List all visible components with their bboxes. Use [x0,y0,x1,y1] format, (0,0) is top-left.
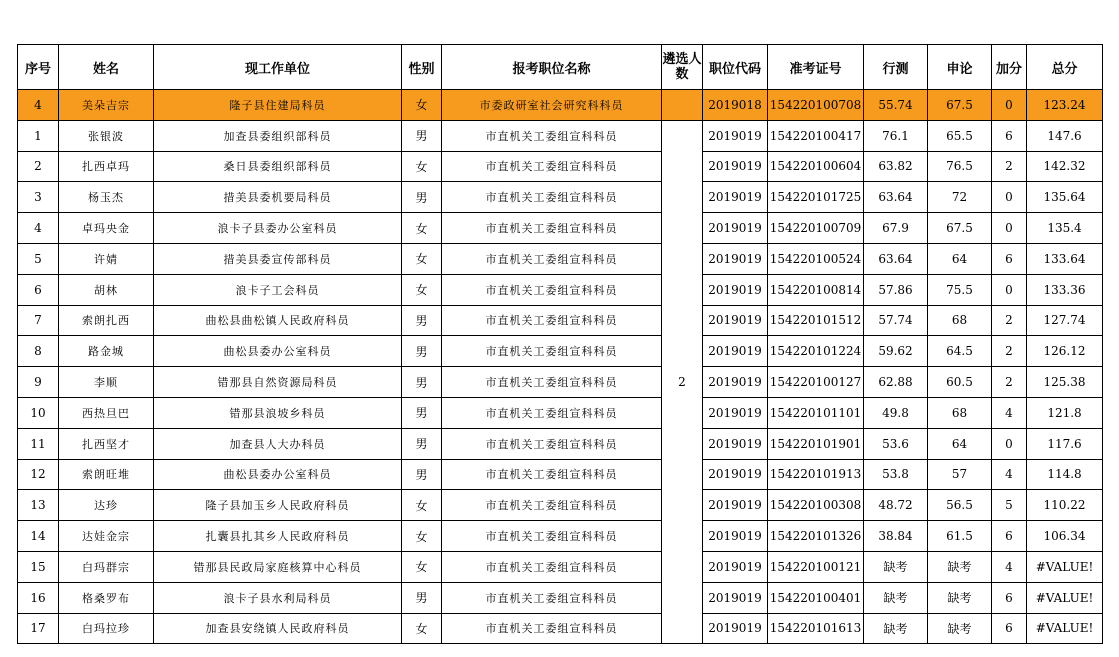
cell-total: 135.64 [1027,182,1103,213]
cell-no: 17 [18,613,59,644]
cell-no: 12 [18,459,59,490]
cell-total: 114.8 [1027,459,1103,490]
cell-no: 11 [18,428,59,459]
cell-sl: 56.5 [928,490,992,521]
cell-xc: 76.1 [864,120,928,151]
cell-quota [662,90,703,121]
header-sl: 申论 [928,45,992,90]
cell-total: 125.38 [1027,367,1103,398]
cell-code: 2019019 [703,243,768,274]
header-quota: 遴选人数 [662,45,703,90]
cell-code: 2019019 [703,459,768,490]
cell-bonus: 6 [992,120,1027,151]
cell-code: 2019019 [703,397,768,428]
table-row [18,582,1103,613]
cell-position: 市直机关工委组宣科科员 [442,551,662,582]
cell-sl: 75.5 [928,274,992,305]
cell-no: 4 [18,90,59,121]
cell-exam-id: 154220101512 [768,305,864,336]
cell-no: 9 [18,367,59,398]
table-row [18,151,1103,182]
cell-exam-id: 154220100814 [768,274,864,305]
header-row [18,45,1103,90]
table-row [18,428,1103,459]
cell-exam-id: 154220100417 [768,120,864,151]
cell-sl: 65.5 [928,120,992,151]
cell-code: 2019018 [703,90,768,121]
cell-position: 市直机关工委组宣科科员 [442,397,662,428]
cell-gender: 女 [402,213,442,244]
cell-gender: 女 [402,490,442,521]
cell-gender: 女 [402,151,442,182]
cell-bonus: 6 [992,521,1027,552]
table-row [18,182,1103,213]
cell-name: 扎西坚才 [59,428,154,459]
cell-total: 133.36 [1027,274,1103,305]
cell-xc: 63.64 [864,182,928,213]
cell-exam-id: 154220100401 [768,582,864,613]
cell-exam-id: 154220101901 [768,428,864,459]
cell-position: 市直机关工委组宣科科员 [442,213,662,244]
cell-name: 白玛群宗 [59,551,154,582]
cell-total: 135.4 [1027,213,1103,244]
cell-position: 市直机关工委组宣科科员 [442,367,662,398]
cell-code: 2019019 [703,490,768,521]
cell-code: 2019019 [703,367,768,398]
header-unit: 现工作单位 [154,45,402,90]
cell-total: 127.74 [1027,305,1103,336]
cell-sl: 64 [928,243,992,274]
cell-unit: 隆子县加玉乡人民政府科员 [154,490,402,521]
cell-gender: 女 [402,274,442,305]
cell-xc: 49.8 [864,397,928,428]
cell-exam-id: 154220100127 [768,367,864,398]
cell-position: 市直机关工委组宣科科员 [442,182,662,213]
cell-gender: 男 [402,367,442,398]
cell-sl: 64.5 [928,336,992,367]
header-xc: 行测 [864,45,928,90]
cell-bonus: 6 [992,243,1027,274]
cell-name: 达娃金宗 [59,521,154,552]
table-row [18,274,1103,305]
cell-name: 白玛拉珍 [59,613,154,644]
cell-unit: 错那县浪坡乡科员 [154,397,402,428]
cell-unit: 曲松县委办公室科员 [154,459,402,490]
highlighted-row [18,90,1103,121]
cell-total: 121.8 [1027,397,1103,428]
cell-name: 李顺 [59,367,154,398]
cell-sl: 缺考 [928,582,992,613]
cell-total: #VALUE! [1027,582,1103,613]
cell-code: 2019019 [703,336,768,367]
cell-gender: 女 [402,90,442,121]
cell-position: 市直机关工委组宣科科员 [442,151,662,182]
cell-sl: 68 [928,305,992,336]
header-exam-id: 准考证号 [768,45,864,90]
cell-xc: 38.84 [864,521,928,552]
table-row [18,490,1103,521]
cell-group-quota: 2 [662,120,703,644]
header-total: 总分 [1027,45,1103,90]
cell-unit: 隆子县住建局科员 [154,90,402,121]
cell-name: 达珍 [59,490,154,521]
cell-position: 市直机关工委组宣科科员 [442,490,662,521]
cell-no: 3 [18,182,59,213]
cell-total: 123.24 [1027,90,1103,121]
cell-sl: 57 [928,459,992,490]
cell-exam-id: 154220101725 [768,182,864,213]
cell-exam-id: 154220100524 [768,243,864,274]
cell-no: 1 [18,120,59,151]
cell-position: 市直机关工委组宣科科员 [442,243,662,274]
cell-sl: 缺考 [928,613,992,644]
cell-code: 2019019 [703,428,768,459]
cell-total: 142.32 [1027,151,1103,182]
cell-total: 110.22 [1027,490,1103,521]
cell-bonus: 0 [992,90,1027,121]
cell-position: 市直机关工委组宣科科员 [442,582,662,613]
cell-exam-id: 154220101613 [768,613,864,644]
table-row [18,305,1103,336]
table-row [18,120,1103,151]
table-row [18,336,1103,367]
cell-total: 147.6 [1027,120,1103,151]
cell-unit: 曲松县委办公室科员 [154,336,402,367]
cell-name: 胡林 [59,274,154,305]
table-row [18,243,1103,274]
cell-unit: 错那县自然资源局科员 [154,367,402,398]
table-row [18,459,1103,490]
cell-unit: 桑日县委组织部科员 [154,151,402,182]
cell-total: #VALUE! [1027,613,1103,644]
cell-xc: 57.74 [864,305,928,336]
cell-exam-id: 154220100121 [768,551,864,582]
cell-bonus: 2 [992,367,1027,398]
cell-position: 市直机关工委组宣科科员 [442,613,662,644]
cell-bonus: 6 [992,582,1027,613]
cell-gender: 男 [402,397,442,428]
results-table [17,44,1103,644]
cell-name: 杨玉杰 [59,182,154,213]
cell-gender: 男 [402,459,442,490]
cell-xc: 48.72 [864,490,928,521]
header-name: 姓名 [59,45,154,90]
cell-position: 市直机关工委组宣科科员 [442,428,662,459]
cell-sl: 64 [928,428,992,459]
cell-unit: 浪卡子工会科员 [154,274,402,305]
cell-position: 市直机关工委组宣科科员 [442,459,662,490]
cell-bonus: 0 [992,274,1027,305]
cell-code: 2019019 [703,305,768,336]
cell-sl: 68 [928,397,992,428]
cell-position: 市直机关工委组宣科科员 [442,521,662,552]
cell-sl: 67.5 [928,90,992,121]
cell-position: 市直机关工委组宣科科员 [442,336,662,367]
cell-gender: 男 [402,582,442,613]
cell-unit: 曲松县曲松镇人民政府科员 [154,305,402,336]
cell-code: 2019019 [703,182,768,213]
cell-bonus: 0 [992,213,1027,244]
cell-unit: 加查县安绕镇人民政府科员 [154,613,402,644]
cell-position: 市直机关工委组宣科科员 [442,305,662,336]
cell-xc: 57.86 [864,274,928,305]
cell-unit: 扎囊县扎其乡人民政府科员 [154,521,402,552]
cell-no: 7 [18,305,59,336]
cell-sl: 61.5 [928,521,992,552]
cell-gender: 男 [402,120,442,151]
cell-code: 2019019 [703,551,768,582]
cell-name: 许婧 [59,243,154,274]
cell-bonus: 2 [992,336,1027,367]
cell-code: 2019019 [703,151,768,182]
cell-name: 路金城 [59,336,154,367]
cell-exam-id: 154220100604 [768,151,864,182]
cell-bonus: 2 [992,305,1027,336]
cell-bonus: 0 [992,182,1027,213]
cell-sl: 72 [928,182,992,213]
cell-unit: 浪卡子县水利局科员 [154,582,402,613]
cell-exam-id: 154220100708 [768,90,864,121]
header-no: 序号 [18,45,59,90]
cell-gender: 男 [402,428,442,459]
cell-gender: 女 [402,551,442,582]
cell-xc: 缺考 [864,613,928,644]
cell-bonus: 4 [992,551,1027,582]
cell-bonus: 0 [992,428,1027,459]
table-row [18,367,1103,398]
cell-code: 2019019 [703,582,768,613]
cell-bonus: 5 [992,490,1027,521]
cell-gender: 男 [402,182,442,213]
cell-no: 14 [18,521,59,552]
cell-no: 13 [18,490,59,521]
cell-name: 张银波 [59,120,154,151]
cell-no: 2 [18,151,59,182]
cell-position: 市委政研室社会研究科科员 [442,90,662,121]
cell-code: 2019019 [703,213,768,244]
cell-exam-id: 154220100308 [768,490,864,521]
cell-position: 市直机关工委组宣科科员 [442,120,662,151]
cell-bonus: 2 [992,151,1027,182]
table-row [18,397,1103,428]
cell-no: 10 [18,397,59,428]
header-bonus: 加分 [992,45,1027,90]
cell-bonus: 4 [992,459,1027,490]
cell-name: 格桑罗布 [59,582,154,613]
cell-name: 索朗扎西 [59,305,154,336]
cell-no: 15 [18,551,59,582]
cell-total: #VALUE! [1027,551,1103,582]
cell-no: 5 [18,243,59,274]
header-position: 报考职位名称 [442,45,662,90]
cell-name: 西热旦巴 [59,397,154,428]
cell-gender: 女 [402,243,442,274]
cell-name: 扎西卓玛 [59,151,154,182]
cell-no: 4 [18,213,59,244]
cell-unit: 加查县委组织部科员 [154,120,402,151]
cell-unit: 加查县人大办科员 [154,428,402,459]
cell-total: 117.6 [1027,428,1103,459]
table-row [18,551,1103,582]
cell-sl: 76.5 [928,151,992,182]
cell-gender: 女 [402,613,442,644]
cell-unit: 措美县委机要局科员 [154,182,402,213]
cell-xc: 53.8 [864,459,928,490]
cell-code: 2019019 [703,613,768,644]
cell-name: 美朵吉宗 [59,90,154,121]
cell-code: 2019019 [703,120,768,151]
cell-xc: 62.88 [864,367,928,398]
cell-xc: 63.82 [864,151,928,182]
cell-unit: 措美县委宣传部科员 [154,243,402,274]
table-row [18,521,1103,552]
cell-name: 索朗旺堆 [59,459,154,490]
cell-name: 卓玛央金 [59,213,154,244]
cell-sl: 缺考 [928,551,992,582]
cell-xc: 55.74 [864,90,928,121]
cell-unit: 错那县民政局家庭核算中心科员 [154,551,402,582]
cell-bonus: 4 [992,397,1027,428]
cell-gender: 女 [402,521,442,552]
cell-code: 2019019 [703,274,768,305]
cell-no: 8 [18,336,59,367]
cell-xc: 缺考 [864,582,928,613]
cell-xc: 63.64 [864,243,928,274]
cell-exam-id: 154220101101 [768,397,864,428]
header-gender: 性别 [402,45,442,90]
cell-exam-id: 154220101326 [768,521,864,552]
cell-gender: 男 [402,305,442,336]
cell-unit: 浪卡子县委办公室科员 [154,213,402,244]
table-row [18,213,1103,244]
cell-total: 133.64 [1027,243,1103,274]
cell-exam-id: 154220101913 [768,459,864,490]
cell-exam-id: 154220101224 [768,336,864,367]
cell-xc: 67.9 [864,213,928,244]
table-row [18,613,1103,644]
cell-sl: 60.5 [928,367,992,398]
cell-no: 6 [18,274,59,305]
cell-total: 126.12 [1027,336,1103,367]
cell-xc: 59.62 [864,336,928,367]
cell-total: 106.34 [1027,521,1103,552]
cell-exam-id: 154220100709 [768,213,864,244]
cell-code: 2019019 [703,521,768,552]
cell-position: 市直机关工委组宣科科员 [442,274,662,305]
cell-no: 16 [18,582,59,613]
cell-xc: 缺考 [864,551,928,582]
header-code: 职位代码 [703,45,768,90]
cell-sl: 67.5 [928,213,992,244]
cell-bonus: 6 [992,613,1027,644]
cell-gender: 男 [402,336,442,367]
cell-xc: 53.6 [864,428,928,459]
